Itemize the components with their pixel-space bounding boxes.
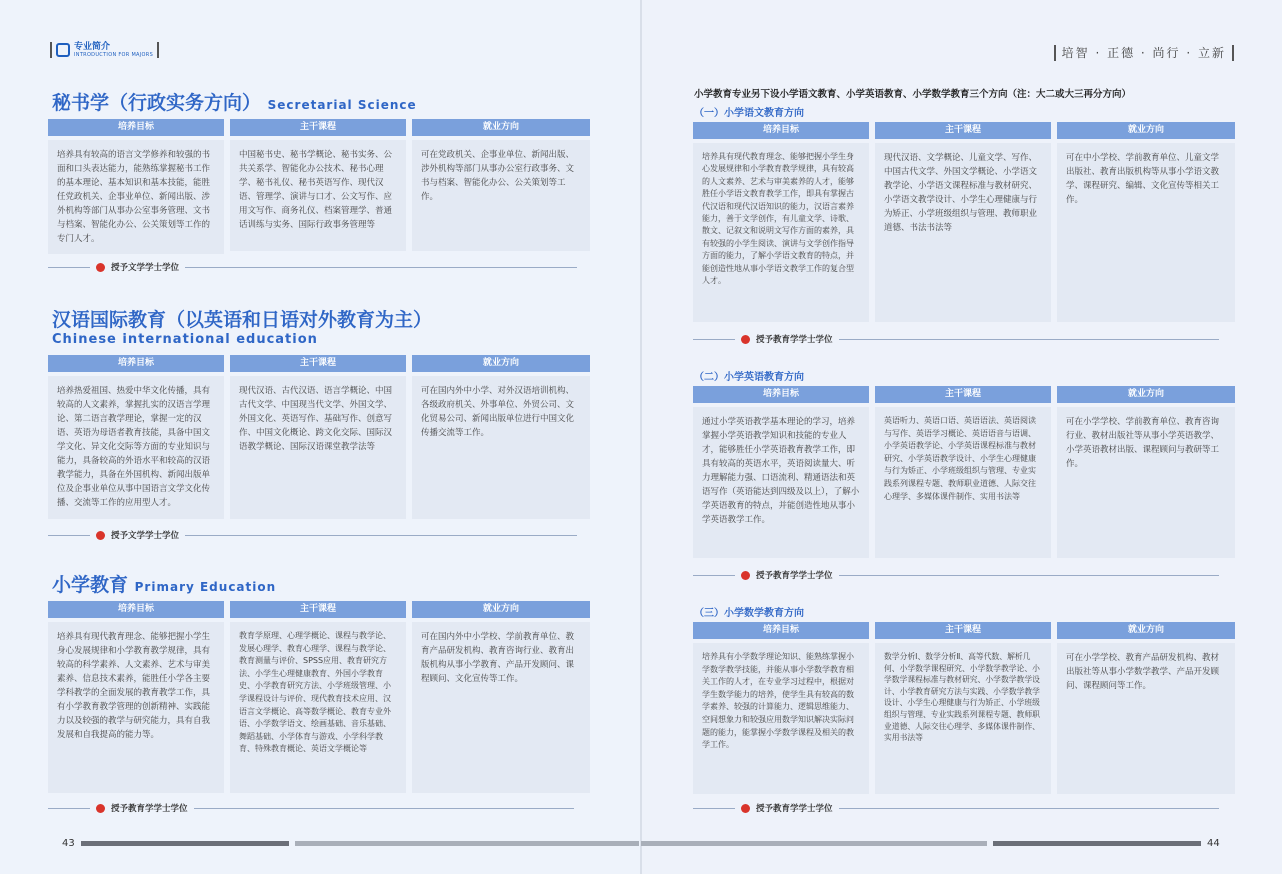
column-career bbox=[412, 355, 590, 519]
column-career bbox=[1057, 122, 1235, 322]
footer-bar bbox=[295, 841, 639, 846]
column-header: 主干课程 bbox=[875, 622, 1051, 639]
column-body: 可在小学学校、教育产品研发机构、教材出版社等从事小学数学教学、产品开发顾问、课程顾问等工作。 bbox=[1057, 643, 1235, 794]
column-courses bbox=[230, 355, 406, 519]
column-header: 培养目标 bbox=[693, 122, 869, 139]
column-courses bbox=[875, 122, 1051, 322]
degree-icon bbox=[741, 335, 750, 344]
right-intro: 小学教育专业另下设小学语文教育、小学英语教育、小学数学教育三个方向（注：大二或大三再分方向） bbox=[694, 89, 1132, 100]
section-title-chinese-intl: 汉语国际教育（以英语和日语对外教育为主） bbox=[52, 309, 433, 331]
book-spine bbox=[640, 0, 642, 874]
rule bbox=[48, 535, 90, 536]
rule bbox=[839, 339, 1219, 340]
header-left bbox=[50, 42, 159, 58]
column-header: 就业方向 bbox=[1057, 622, 1235, 639]
column-body: 可在党政机关、企事业单位、新闻出版、涉外机构等部门从事办公室行政事务、文书与档案、智能化办公、公关策划等工作。 bbox=[412, 140, 590, 251]
rule bbox=[194, 808, 574, 809]
degree-text: 授予教育学学士学位 bbox=[756, 335, 833, 345]
rule bbox=[185, 267, 577, 268]
degree-text: 授予教育学学士学位 bbox=[756, 804, 833, 814]
column-goal bbox=[693, 622, 869, 794]
column-career bbox=[1057, 386, 1235, 558]
column-goal bbox=[693, 122, 869, 322]
degree-text: 授予教育学学士学位 bbox=[111, 804, 188, 814]
table-chinese-direction bbox=[693, 122, 1235, 322]
rule bbox=[839, 808, 1219, 809]
footer-right bbox=[641, 838, 1220, 849]
column-header: 主干课程 bbox=[230, 355, 406, 372]
degree-icon bbox=[96, 804, 105, 813]
column-header: 培养目标 bbox=[48, 119, 224, 136]
column-header: 培养目标 bbox=[693, 622, 869, 639]
column-career bbox=[412, 119, 590, 251]
column-goal bbox=[48, 355, 224, 519]
column-body: 培养具有小学数学理论知识、能熟练掌握小学数学教学技能，并能从事小学数学教育相关工作的人才，在专业学习过程中，根据对学生数学能力的培养，使学生具有较高的数学素养、较强的计算能力、逻辑思维能力、空间想象力和较强应用数学知识解决实际问题的能力，能掌握小学数学课程及相关的教学工作。 bbox=[693, 643, 869, 794]
column-header: 就业方向 bbox=[412, 601, 590, 618]
section-title-en: Primary Education bbox=[134, 580, 277, 594]
column-header: 主干课程 bbox=[230, 119, 406, 136]
table-chinese-intl bbox=[48, 355, 590, 519]
column-header: 培养目标 bbox=[693, 386, 869, 403]
divider-bar bbox=[50, 42, 52, 58]
footer-left bbox=[62, 838, 639, 849]
column-header: 主干课程 bbox=[875, 122, 1051, 139]
section-title-primary bbox=[52, 570, 276, 597]
degree-line bbox=[48, 802, 574, 814]
column-goal bbox=[48, 119, 224, 251]
section-title-en: Chinese international education bbox=[52, 332, 318, 347]
column-career bbox=[1057, 622, 1235, 794]
divider-bar bbox=[157, 42, 159, 58]
header-title-block bbox=[74, 43, 153, 58]
column-body: 教育学原理、心理学概论、课程与教学论、发展心理学、教育心理学、课程与教学论、教育测量与评价、SPSS应用、教育研究方法、小学生心理健康教育、外国小学教育史、小学教育研究方法、小学班级管理、小学课程设计与评价、现代教育技术应用、汉语言文学概论、高等数学概论、教育专业外语、小学数学语文、绘画基础、音乐基础、舞蹈基础、小学体育与游戏、小学科学教育、特殊教育概论、英语文学概论等 bbox=[230, 622, 406, 793]
footer-bar bbox=[81, 841, 289, 846]
column-courses bbox=[875, 386, 1051, 558]
degree-line bbox=[48, 529, 577, 541]
column-header: 主干课程 bbox=[230, 601, 406, 618]
degree-icon bbox=[96, 263, 105, 272]
header-right bbox=[1054, 44, 1234, 61]
divider-bar bbox=[1232, 45, 1234, 61]
column-body: 中国秘书史、秘书学概论、秘书实务、公共关系学、智能化办公技术、秘书心理学、秘书礼仪、秘书英语写作、现代汉语、管理学、演讲与口才、公文写作、应用文写作、商务礼仪、档案管理学、普通话训练与实务、国际行政事务管理等 bbox=[230, 140, 406, 251]
degree-line bbox=[48, 261, 577, 273]
table-math-direction bbox=[693, 622, 1235, 794]
column-courses bbox=[230, 119, 406, 251]
column-header: 培养目标 bbox=[48, 601, 224, 618]
header-title: 专业简介 bbox=[74, 41, 111, 52]
section-title-secretarial bbox=[52, 88, 417, 115]
column-body: 可在国内外中小学、对外汉语培训机构、各级政府机关、外事单位、外贸公司、文化贸易公司、新闻出版单位进行中国文化传播交流等工作。 bbox=[412, 376, 590, 519]
column-courses bbox=[230, 601, 406, 793]
logo-icon bbox=[56, 43, 70, 57]
column-body: 现代汉语、古代汉语、语言学概论、中国古代文学、中国现当代文学、外国文学、外国文化、英语写作、基础写作、创意写作、中国文化概论、跨文化交际、国际汉语教学概论、国际汉语课堂教学法等 bbox=[230, 376, 406, 519]
table-english-direction bbox=[693, 386, 1235, 558]
degree-text: 授予教育学学士学位 bbox=[756, 571, 833, 581]
column-courses bbox=[875, 622, 1051, 794]
column-header: 就业方向 bbox=[1057, 386, 1235, 403]
subsection-title-chinese: （一）小学语文教育方向 bbox=[694, 108, 804, 119]
degree-line bbox=[693, 802, 1219, 814]
rule bbox=[693, 808, 735, 809]
subsection-title-math: （三）小学数学教育方向 bbox=[694, 608, 804, 619]
rule bbox=[693, 575, 735, 576]
degree-icon bbox=[96, 531, 105, 540]
subsection-title-english: （二）小学英语教育方向 bbox=[694, 372, 804, 383]
section-title-cn: 秘书学（行政实务方向） bbox=[52, 92, 262, 114]
header-slogan: 培智 · 正德 · 尚行 · 立新 bbox=[1061, 46, 1226, 60]
degree-icon bbox=[741, 571, 750, 580]
column-body: 可在中小学校、学前教育单位、儿童文学出版社、教育出版机构等从事小学语文教学、课程研究、编辑、文化宣传等相关工作。 bbox=[1057, 143, 1235, 322]
rule bbox=[48, 808, 90, 809]
column-header: 培养目标 bbox=[48, 355, 224, 372]
column-body: 可在小学学校、学前教育单位、教育咨询行业、教材出版社等从事小学英语教学、小学英语教材出版、课程顾问与教研等工作。 bbox=[1057, 407, 1235, 558]
header-subtitle: INTRODUCTION FOR MAJORS bbox=[74, 51, 154, 58]
page-number-left: 43 bbox=[62, 838, 75, 849]
footer-bar bbox=[993, 841, 1201, 846]
column-career bbox=[412, 601, 590, 793]
footer-bar bbox=[641, 841, 987, 846]
degree-text: 授予文学学士学位 bbox=[111, 531, 180, 541]
column-goal bbox=[48, 601, 224, 793]
column-body: 培养热爱祖国、热爱中华文化传播，具有较高的人文素养，掌握扎实的汉语言学理论、第二语言教学理论，掌握一定的汉语、英语为母语者教育技能，具备中国文学文化、异文化交际等方面的专业知识与能力，具备较高的外语水平和较高的汉语教学能力，具备在外国机构、新闻出版单位及企事业单位从事中国语言文学文化传播、交流等工作的应用型人才。 bbox=[48, 376, 224, 519]
table-primary bbox=[48, 601, 590, 793]
rule bbox=[185, 535, 577, 536]
rule bbox=[48, 267, 90, 268]
column-body: 现代汉语、文学概论、儿童文学、写作、中国古代文学、外国文学概论、小学语文教学论、小学语文课程标准与教材研究、小学语文教学设计、小学生心理健康与行为矫正、小学班级组织与管理、教师职业道德、书法书法等 bbox=[875, 143, 1051, 322]
column-body: 英语听力、英语口语、英语语法、英语阅读与写作、英语学习概论、英语语音与语调、小学英语教学论、小学英语课程标准与教材研究、小学英语教学设计、小学生心理健康与行为矫正、小学班级组织与管理、专业实践系列课程专题、教师职业道德、人际交往心理学、多媒体课件制作、实用书法等 bbox=[875, 407, 1051, 558]
column-header: 就业方向 bbox=[412, 119, 590, 136]
rule bbox=[839, 575, 1219, 576]
column-goal bbox=[693, 386, 869, 558]
column-body: 数学分析Ⅰ、数学分析Ⅱ、高等代数、解析几何、小学数学课程研究、小学数学教学论、小学数学课程标准与教材研究、小学数学教学设计、小学教育研究方法与实践、小学数学教学设计、小学生心理健康与行为矫正、小学班级组织与管理、专业实践系列课程专题、教师职业道德、人际交往心理学、多媒体课件制作、实用书法等 bbox=[875, 643, 1051, 794]
column-body: 培养具有现代教育理念、能够把握小学生身心发展规律和小学教育教学规律，具有较高的科学素养、人文素养、艺术与审美素养、信息技术素养，能胜任小学各主要学科教学的全面发展的教育教学工作，具有小学教育教学管理的创新精神、实践能力以及较强的教学与研究能力，具有自我发展和自我提高的能力等。 bbox=[48, 622, 224, 793]
column-body: 培养具有较高的语言文学修养和较强的书面和口头表达能力，能熟练掌握秘书工作的基本理论、基本知识和基本技能，能胜任党政机关、企事业单位、新闻出版、涉外机构等部门从事办公室事务管理、文书与档案、智能化办公、公关策划等工作的专门人才。 bbox=[48, 140, 224, 254]
degree-icon bbox=[741, 804, 750, 813]
section-title-en: Secretarial Science bbox=[267, 98, 417, 112]
table-secretarial bbox=[48, 119, 590, 251]
column-body: 通过小学英语教学基本理论的学习，培养掌握小学英语教学知识和技能的专业人才，能够胜任小学英语教育教学工作，即具有较高的英语水平，英语阅读量大、听力理解能力强、口语流利、精通语法和英语写作（英语能达到四级及以上），了解小学英语教育的特点，并能创造性地从事小学英语教学工作。 bbox=[693, 407, 869, 558]
divider-bar bbox=[1054, 45, 1056, 61]
section-title-cn: 小学教育 bbox=[52, 574, 129, 596]
rule bbox=[693, 339, 735, 340]
column-body: 培养具有现代教育理念、能够把握小学生身心发展规律和小学教育教学规律，具有较高的人文素养、艺术与审美素养的人才，能够胜任小学语文教育教学工作，即具有掌握古代汉语和现代汉语知识的能力，汉语言素养能力，善于文学创作，有儿童文学、诗歌、散文、记叙文和说明文写作方面的素养，具有较强的小学生阅读、演讲与文学创作指导方面的能力，了解小学语文教育的特点，并能创造性地从事小学语文教学工作的复合型人才。 bbox=[693, 143, 869, 322]
column-header: 主干课程 bbox=[875, 386, 1051, 403]
degree-line bbox=[693, 569, 1219, 581]
column-body: 可在国内外中小学校、学前教育单位、教育产品研发机构、教育咨询行业、教育出版机构从事小学教育、产品开发顾问、课程顾问、文化宣传等工作。 bbox=[412, 622, 590, 793]
column-header: 就业方向 bbox=[412, 355, 590, 372]
column-header: 就业方向 bbox=[1057, 122, 1235, 139]
page-number-right: 44 bbox=[1207, 838, 1220, 849]
degree-line bbox=[693, 333, 1219, 345]
degree-text: 授予文学学士学位 bbox=[111, 263, 180, 273]
